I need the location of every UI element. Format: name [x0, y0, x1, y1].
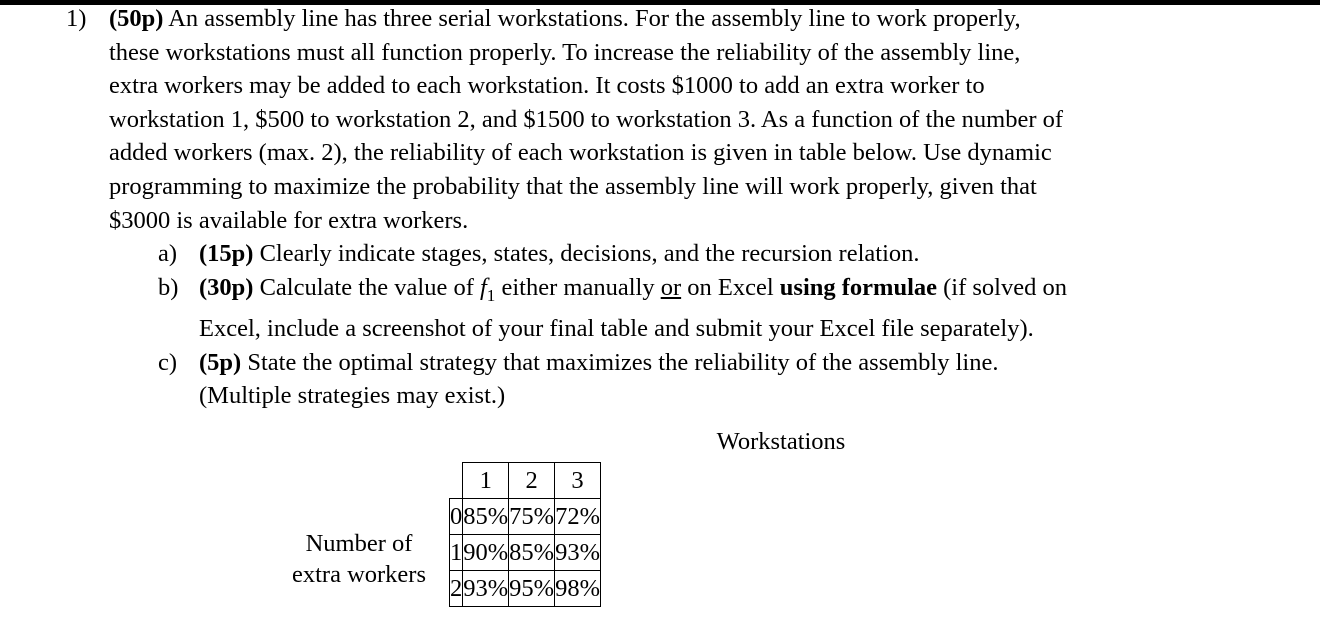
table-cell: 75% — [509, 499, 555, 535]
header-row — [450, 463, 601, 499]
table-cell: 98% — [555, 571, 601, 607]
part-points: (15p) — [199, 240, 254, 268]
part-c: c) (5p) State the optimal strategy that maximizes the reliability of the assembly line. (Multiple strategies may exist.) — [158, 346, 1306, 413]
table-cell: 90% — [463, 535, 509, 571]
row-group-label: Number of extra workers — [291, 530, 426, 588]
part-label: c) — [158, 348, 178, 376]
column-header: 2 — [509, 463, 555, 499]
row-header: 2 — [450, 571, 463, 607]
part-points: (30p) — [199, 273, 254, 301]
statement-line: extra workers may be added to each workstation. It costs $1000 to add an extra worker to — [109, 72, 985, 100]
f1-symbol: $f_1$ — [479, 273, 496, 305]
or-underlined: or — [660, 273, 682, 301]
table-row — [450, 535, 601, 571]
part-a: a) (15p) Clearly indicate stages, states, decisions, and the recursion relation. — [158, 237, 1306, 271]
statement-line: these workstations must all function properly. To increase the reliability of the assembly line, — [109, 38, 1021, 66]
table-cell: 85% — [463, 499, 509, 535]
blank-cell — [450, 463, 463, 499]
workstations-title: Workstations — [716, 428, 846, 455]
table-cell: 93% — [463, 571, 509, 607]
table-cell: 93% — [555, 535, 601, 571]
statement-line: added workers (max. 2), the reliability of each workstation is given in table below. Use dynamic — [109, 139, 1052, 167]
row-header: 0 — [450, 499, 463, 535]
part-label: a) — [158, 240, 178, 268]
part-points: (5p) — [199, 348, 242, 376]
problem-number: 1) — [66, 5, 87, 32]
statement-line: workstation 1, $500 to workstation 2, and $1500 to workstation 3. As a function of the number of — [109, 105, 1064, 133]
table-cell: 72% — [555, 499, 601, 535]
table-cell: 85% — [509, 535, 555, 571]
statement-line: (50p) An assembly line has three serial workstations. For the assembly line to work properly, — [109, 5, 1021, 32]
column-header: 3 — [555, 463, 601, 499]
table-row — [450, 499, 601, 535]
bold-phrase: using formulae — [779, 273, 937, 301]
table-cell: 95% — [509, 571, 555, 607]
problem-points: (50p) — [109, 5, 164, 32]
reliability-table — [449, 462, 601, 607]
problem-1 — [66, 2, 1306, 413]
column-header: 1 — [463, 463, 509, 499]
part-b: b) (30p) Calculate the value of $f_1$ either manually or on Excel using formulae (if solved on Excel, include a screenshot of your final table and submit your Excel file separately). — [158, 271, 1306, 346]
part-label: b) — [158, 273, 179, 301]
table-row — [450, 571, 601, 607]
statement-line: programming to maximize the probability that the assembly line will work properly, given that — [109, 172, 1037, 200]
problem-statement — [109, 2, 1199, 237]
row-header: 1 — [450, 535, 463, 571]
problem-parts — [158, 237, 1306, 413]
statement-line: $3000 is available for extra workers. — [109, 206, 469, 234]
